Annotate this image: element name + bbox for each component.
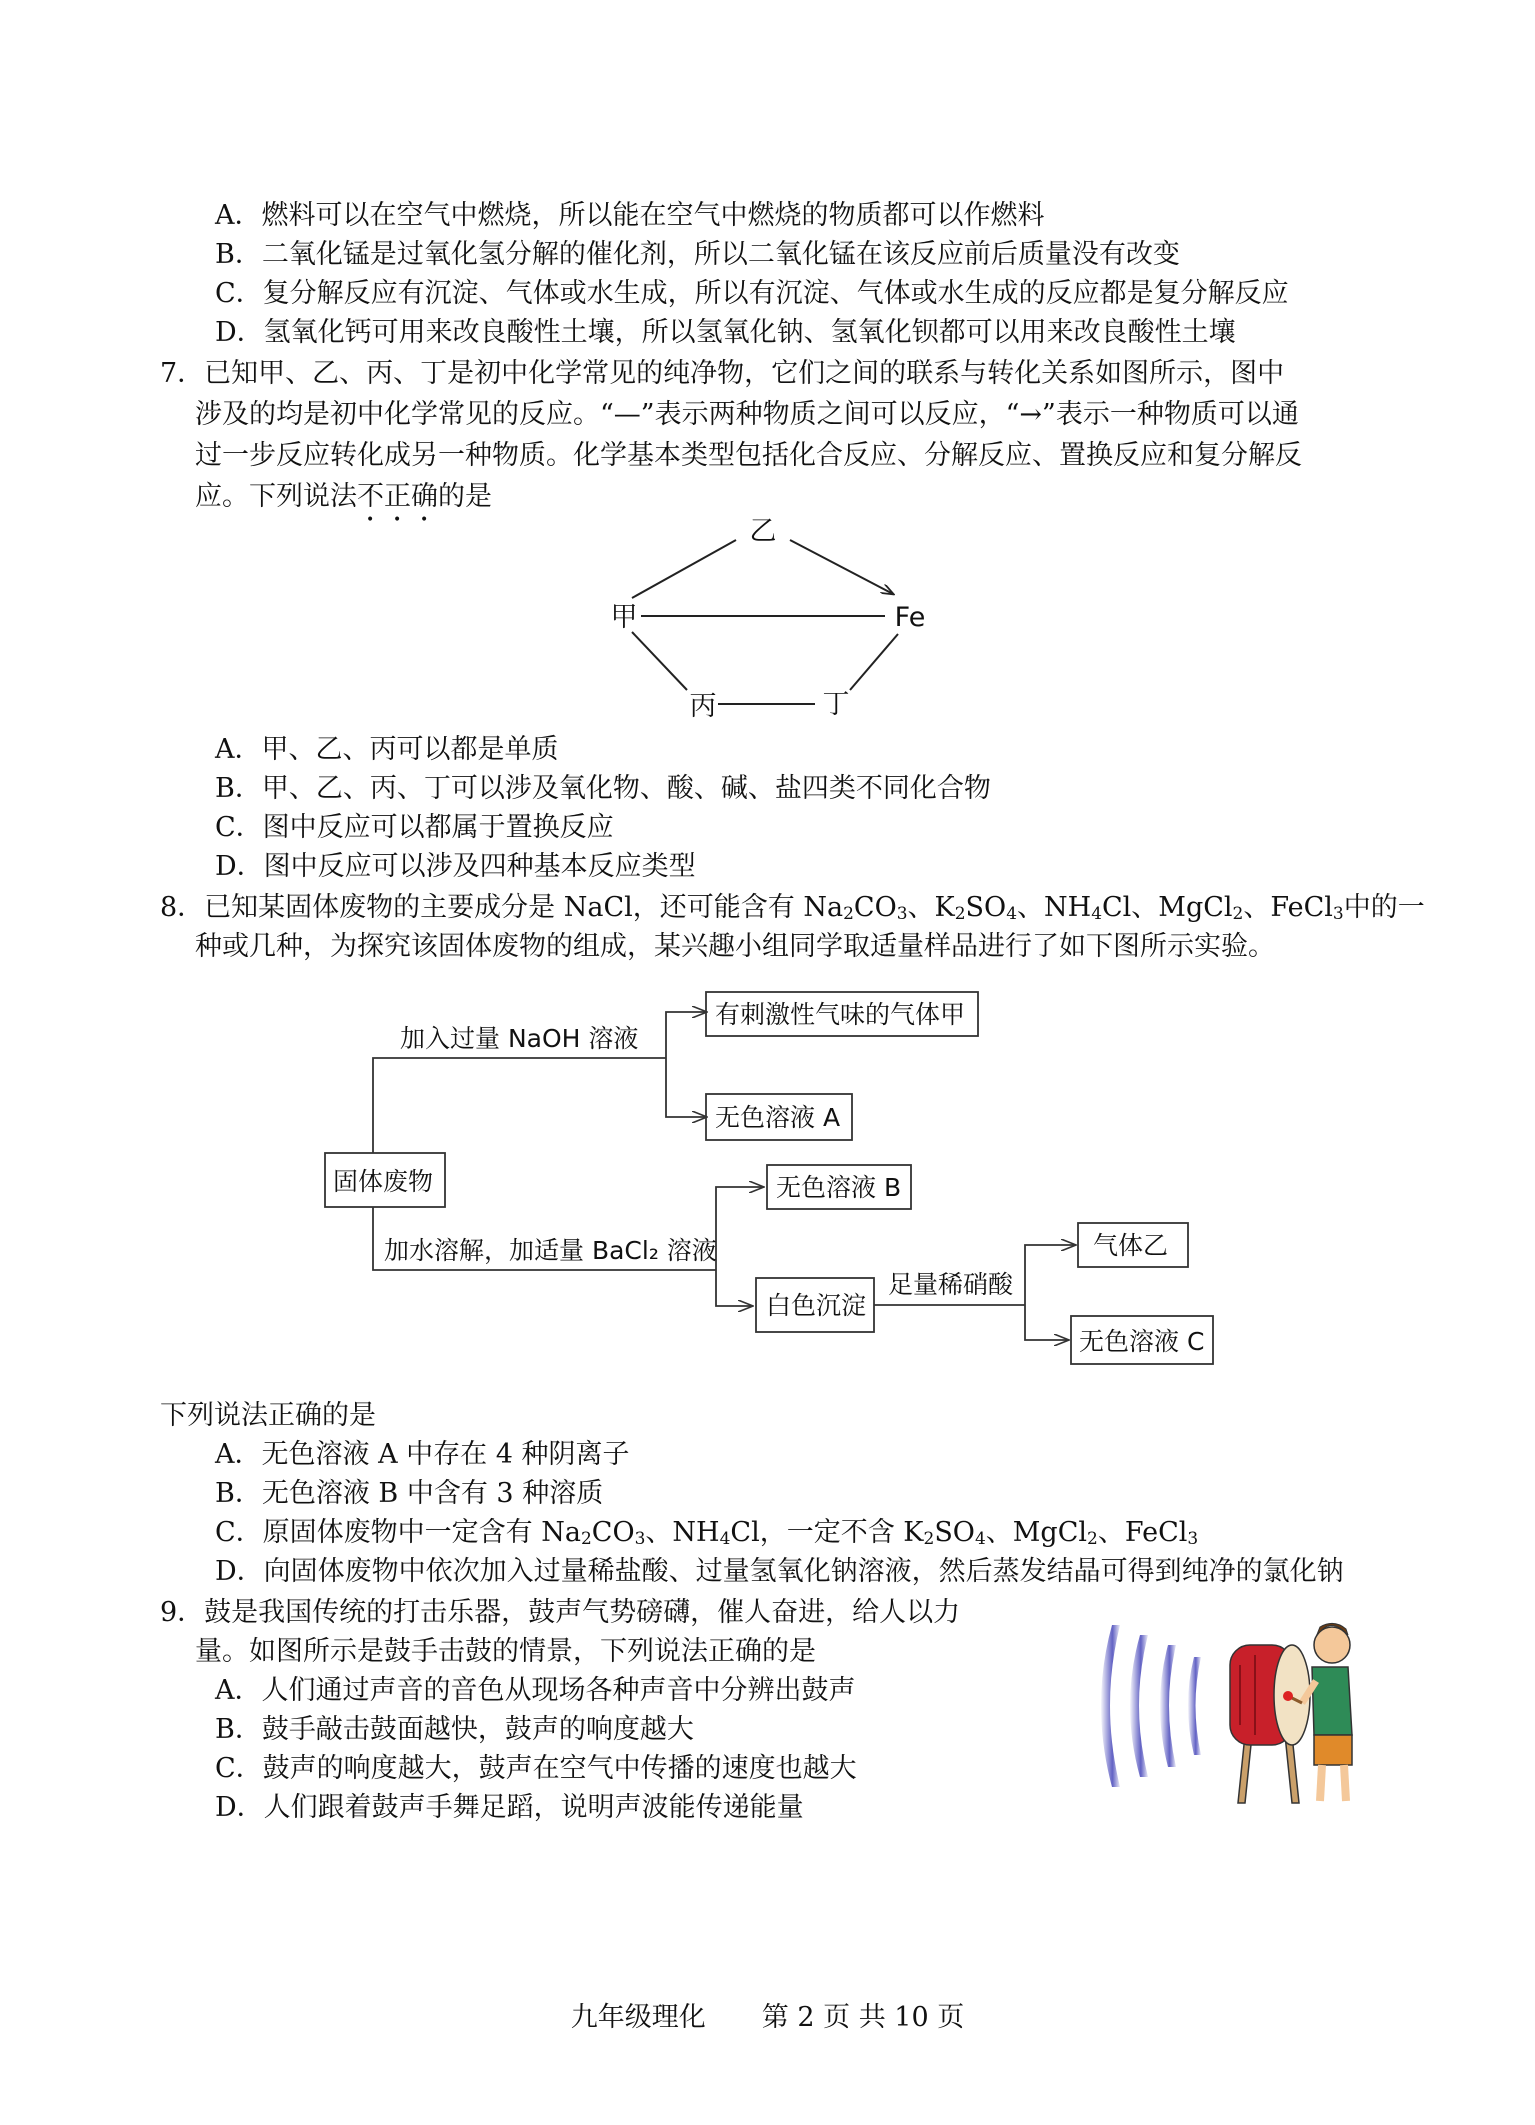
q8c-sub: 2 xyxy=(1087,1529,1098,1549)
q8-option-a: A．无色溶液 A 中存在 4 种阴离子 xyxy=(215,1439,630,1470)
q8-option-c xyxy=(215,1514,1198,1552)
sound-wave-icon xyxy=(1101,1625,1201,1787)
q8c-sub: 3 xyxy=(1187,1529,1199,1549)
q7-emphasis: 不正确 xyxy=(357,481,438,512)
q8c-text: SO xyxy=(934,1517,975,1548)
q8c-text: 、NH xyxy=(645,1517,720,1548)
q8-text: SO xyxy=(965,892,1007,923)
q7-option-c: C．图中反应可以都属于置换反应 xyxy=(215,812,614,843)
q8-sub: 4 xyxy=(1091,904,1103,924)
q8c-text: CO xyxy=(591,1517,635,1548)
q8c-text: C．原固体废物中一定含有 Na xyxy=(215,1517,581,1548)
q8-text: Cl、MgCl xyxy=(1102,892,1233,923)
flow-white-precipitate: 白色沉淀 xyxy=(766,1291,867,1320)
q8-text: 中的一 xyxy=(1343,892,1425,923)
q7-stem-line2: 涉及的均是初中化学常见的反应。“—”表示两种物质之间可以反应，“→”表示一种物质可以通 xyxy=(195,399,1299,430)
node-fe: Fe xyxy=(894,602,926,633)
page-footer xyxy=(0,1995,1535,2034)
q7-option-a: A．甲、乙、丙可以都是单质 xyxy=(215,734,559,765)
q8-text: CO xyxy=(853,892,897,923)
flow-solid-waste: 固体废物 xyxy=(333,1167,434,1196)
q8-option-d: D．向固体废物中依次加入过量稀盐酸、过量氢氧化钠溶液，然后蒸发结晶可得到纯净的氯化钠 xyxy=(215,1556,1344,1587)
q7-option-b: B．甲、乙、丙、丁可以涉及氧化物、酸、碱、盐四类不同化合物 xyxy=(215,773,991,804)
drummer-illustration xyxy=(1090,1605,1360,1805)
q8-question: 下列说法正确的是 xyxy=(160,1400,376,1431)
q9-stem-line2: 量。如图所示是鼓手击鼓的情景，下列说法正确的是 xyxy=(195,1636,816,1667)
q7-stem-line3: 过一步反应转化成另一种物质。化学基本类型包括化合反应、分解反应、置换反应和复分解反 xyxy=(195,440,1302,471)
q8-option-b: B．无色溶液 B 中含有 3 种溶质 xyxy=(215,1478,604,1509)
flow-solution-a: 无色溶液 A xyxy=(715,1103,841,1132)
q7-option-d: D．图中反应可以涉及四种基本反应类型 xyxy=(215,851,696,882)
q8-sub: 2 xyxy=(1232,904,1244,924)
line-fe-ding xyxy=(850,634,898,690)
q7-question-pre: 应。下列说法 xyxy=(195,481,357,512)
q9-option-c: C．鼓声的响度越大，鼓声在空气中传播的速度也越大 xyxy=(215,1753,857,1784)
line-jia-bing xyxy=(632,632,687,690)
q9-option-a: A．人们通过声音的音色从现场各种声音中分辨出鼓声 xyxy=(215,1675,856,1706)
q8c-sub: 4 xyxy=(719,1529,731,1549)
flow-naoh-label: 加入过量 NaOH 溶液 xyxy=(400,1024,639,1053)
flow-hno3-label: 足量稀硝酸 xyxy=(888,1270,1014,1299)
q8-sub: 3 xyxy=(896,904,908,924)
q8-text: 、K xyxy=(907,892,955,923)
q6-option-b: B．二氧化锰是过氧化氢分解的催化剂，所以二氧化锰在该反应前后质量没有改变 xyxy=(215,239,1180,270)
line-jia-yi xyxy=(632,540,736,598)
q8-sub: 3 xyxy=(1332,904,1344,924)
flow-solution-c: 无色溶液 C xyxy=(1079,1327,1205,1356)
q8c-sub: 3 xyxy=(634,1529,646,1549)
node-ding: 丁 xyxy=(822,689,850,720)
q7-stem-line1: 7．已知甲、乙、丙、丁是初中化学常见的纯净物，它们之间的联系与转化关系如图所示，图中 xyxy=(160,358,1285,389)
q8c-text: 、FeCl xyxy=(1097,1517,1188,1548)
q8-stem-line1 xyxy=(160,889,1425,927)
q8-text: 、NH xyxy=(1017,892,1092,923)
q8c-sub: 4 xyxy=(974,1529,986,1549)
flow-gas-yi: 气体乙 xyxy=(1093,1231,1169,1260)
node-bing: 丙 xyxy=(689,691,717,722)
q8-sub: 4 xyxy=(1006,904,1018,924)
q6-option-d: D．氢氧化钙可用来改良酸性土壤，所以氢氧化钠、氢氧化钡都可以用来改良酸性土壤 xyxy=(215,317,1236,348)
q8-sub: 2 xyxy=(843,904,854,924)
drum-icon xyxy=(1230,1645,1310,1803)
arrow-yi-fe xyxy=(790,540,893,594)
q6-option-a: A．燃料可以在空气中燃烧，所以能在空气中燃烧的物质都可以作燃料 xyxy=(215,200,1045,231)
q8-sub: 2 xyxy=(954,904,966,924)
q8-text: 、FeCl xyxy=(1243,892,1333,923)
node-jia: 甲 xyxy=(610,602,638,633)
q9-stem-line1: 9．鼓是我国传统的打击乐器，鼓声气势磅礴，催人奋进，给人以力 xyxy=(160,1597,961,1628)
flow-gas-jia: 有刺激性气味的气体甲 xyxy=(715,1000,966,1029)
q6-option-c: C．复分解反应有沉淀、气体或水生成，所以有沉淀、气体或水生成的反应都是复分解反应 xyxy=(215,278,1289,309)
footer-subject: 九年级理化 xyxy=(570,2002,706,2033)
flow-solution-b: 无色溶液 B xyxy=(776,1173,902,1202)
q7-question-post: 的是 xyxy=(438,481,492,512)
q9-option-b: B．鼓手敲击鼓面越快，鼓声的响度越大 xyxy=(215,1714,694,1745)
q8c-sub: 2 xyxy=(923,1529,935,1549)
q8-stem-line2: 种或几种，为探究该固体废物的组成，某兴趣小组同学取适量样品进行了如下图所示实验。 xyxy=(195,931,1275,962)
q8c-text: Cl，一定不含 K xyxy=(730,1517,924,1548)
footer-page-number: 第 2 页 共 10 页 xyxy=(761,2002,965,2033)
q9-option-d: D．人们跟着鼓声手舞足蹈，说明声波能传递能量 xyxy=(215,1792,804,1823)
q8c-sub: 2 xyxy=(580,1529,592,1549)
flow-bacl2-label: 加水溶解，加适量 BaCl₂ 溶液 xyxy=(384,1236,717,1265)
node-yi: 乙 xyxy=(749,516,777,547)
q8c-text: 、MgCl xyxy=(985,1517,1088,1548)
q8-text: 8．已知某固体废物的主要成分是 NaCl，还可能含有 Na xyxy=(160,892,844,923)
